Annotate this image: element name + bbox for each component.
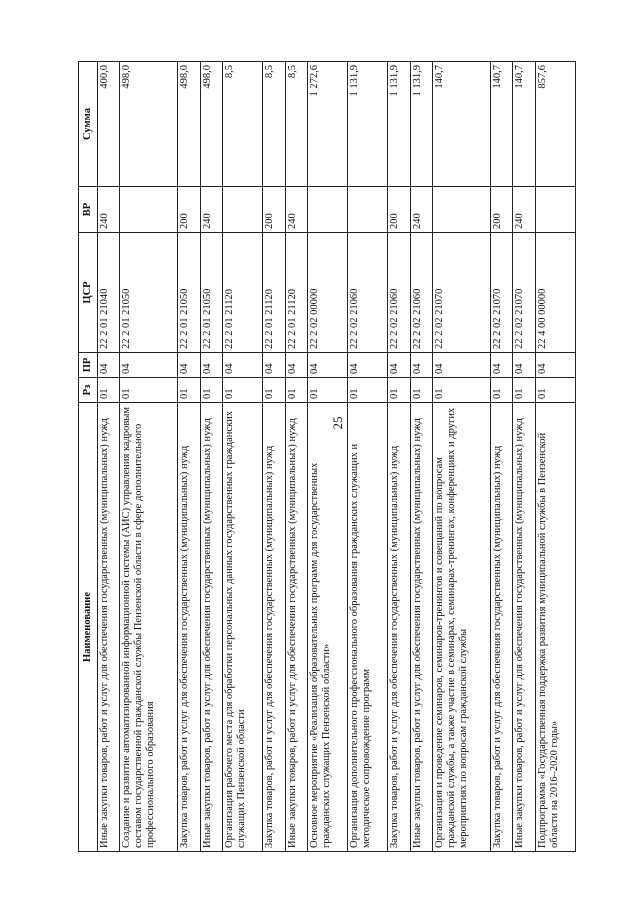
cell-csr: 22 2 02 21070 (513, 233, 535, 353)
table-row (388, 62, 410, 852)
cell-csr: 22 4 00 00000 (535, 233, 575, 353)
cell-vr: 240 (200, 187, 222, 233)
table-body (98, 62, 576, 852)
table-row (223, 62, 263, 852)
cell-csr: 22 2 02 21060 (388, 233, 410, 353)
cell-csr: 22 2 01 21120 (223, 233, 263, 353)
table-row (98, 62, 120, 852)
table-row (263, 62, 285, 852)
table-row (307, 62, 347, 852)
table-row (491, 62, 513, 852)
cell-name: Организация рабочего места для обработки персональных данных государственных гражданских служащих Пензенской области (223, 403, 263, 852)
table-row (348, 62, 388, 852)
table-row (433, 62, 491, 852)
cell-vr (120, 187, 178, 233)
cell-name: Подпрограмма «Государственная поддержка развития муниципальной службы в Пензенской области на 2016–2020 годы» (535, 403, 575, 852)
cell-vr (433, 187, 491, 233)
cell-rz: 01 (263, 378, 285, 403)
table-row (178, 62, 200, 852)
cell-csr: 22 2 01 21050 (178, 233, 200, 353)
cell-rz: 01 (223, 378, 263, 403)
cell-vr: 200 (388, 187, 410, 233)
cell-sum: 1 131,9 (410, 62, 432, 187)
cell-rz: 01 (491, 378, 513, 403)
cell-sum: 1 131,9 (388, 62, 410, 187)
cell-csr: 22 2 01 21120 (285, 233, 307, 353)
cell-name: Иные закупки товаров, работ и услуг для обеспечения государственных (муниципальных) нужд (410, 403, 432, 852)
cell-name: Иные закупки товаров, работ и услуг для обеспечения государственных (муниципальных) нужд (98, 403, 120, 852)
cell-rz: 01 (98, 378, 120, 403)
cell-vr: 200 (491, 187, 513, 233)
cell-name: Иные закупки товаров, работ и услуг для обеспечения государственных (муниципальных) нужд (285, 403, 307, 852)
cell-pr: 04 (433, 353, 491, 378)
cell-pr: 04 (200, 353, 222, 378)
cell-sum: 498,0 (178, 62, 200, 187)
cell-rz: 01 (285, 378, 307, 403)
cell-vr: 200 (178, 187, 200, 233)
cell-pr: 04 (285, 353, 307, 378)
table-row (513, 62, 535, 852)
table-row (410, 62, 432, 852)
budget-table-container (78, 62, 576, 852)
cell-pr: 04 (178, 353, 200, 378)
cell-sum: 140,7 (433, 62, 491, 187)
cell-csr: 22 2 02 21060 (348, 233, 388, 353)
cell-vr: 240 (98, 187, 120, 233)
cell-pr: 04 (120, 353, 178, 378)
header-sum: Сумма (79, 62, 98, 187)
header-pr: ПР (79, 353, 98, 378)
header-name: Наименование (79, 403, 98, 852)
cell-rz: 01 (200, 378, 222, 403)
cell-name: Закупка товаров, работ и услуг для обеспечения государственных (муниципальных) нужд (491, 403, 513, 852)
cell-sum: 140,7 (491, 62, 513, 187)
cell-pr: 04 (263, 353, 285, 378)
cell-sum: 8,5 (223, 62, 263, 187)
cell-pr: 04 (307, 353, 347, 378)
cell-rz: 01 (388, 378, 410, 403)
table-row (285, 62, 307, 852)
table-header (79, 62, 98, 852)
cell-pr: 04 (388, 353, 410, 378)
cell-rz: 01 (410, 378, 432, 403)
table-row (200, 62, 222, 852)
budget-table (78, 61, 576, 852)
cell-vr: 200 (263, 187, 285, 233)
cell-csr: 22 2 01 21120 (263, 233, 285, 353)
header-vr: ВР (79, 187, 98, 233)
cell-sum: 498,0 (200, 62, 222, 187)
cell-name: Создание и развитие автоматизированной информационной системы (АИС) управления кадровым составом государственной гражданской службы Пензенской области в сфере дополнительного профессионального образования (120, 403, 178, 852)
cell-pr: 04 (491, 353, 513, 378)
cell-sum: 8,5 (285, 62, 307, 187)
cell-pr: 04 (348, 353, 388, 378)
cell-name: Иные закупки товаров, работ и услуг для обеспечения государственных (муниципальных) нужд (513, 403, 535, 852)
cell-vr: 240 (513, 187, 535, 233)
cell-sum: 857,6 (535, 62, 575, 187)
cell-rz: 01 (307, 378, 347, 403)
cell-csr: 22 2 02 21070 (433, 233, 491, 353)
cell-name: Закупка товаров, работ и услуг для обеспечения государственных (муниципальных) нужд (388, 403, 410, 852)
page-number: 25 (330, 416, 345, 430)
cell-sum: 498,0 (120, 62, 178, 187)
cell-name: Закупка товаров, работ и услуг для обеспечения государственных (муниципальных) нужд (178, 403, 200, 852)
cell-name: Иные закупки товаров, работ и услуг для обеспечения государственных (муниципальных) нужд (200, 403, 222, 852)
cell-vr: 240 (285, 187, 307, 233)
cell-pr: 04 (410, 353, 432, 378)
cell-rz: 01 (348, 378, 388, 403)
cell-vr (223, 187, 263, 233)
cell-rz: 01 (535, 378, 575, 403)
header-rz: Рз (79, 378, 98, 403)
cell-vr (348, 187, 388, 233)
cell-csr: 22 2 01 21050 (120, 233, 178, 353)
cell-name: Основное мероприятие «Реализация образовательных программ для государственных гражданских служащих Пензенской области» (307, 403, 347, 852)
cell-vr (307, 187, 347, 233)
cell-pr: 04 (223, 353, 263, 378)
cell-csr: 22 2 02 21060 (410, 233, 432, 353)
cell-name: Организация и проведение семинаров, семинаров-тренингов и совещаний по вопросам гражданской службы, а также участие в семинарах, семинарах-тренингах, конференциях и других мероприятиях по вопросам гражданской службы (433, 403, 491, 852)
cell-csr: 22 2 01 21050 (200, 233, 222, 353)
cell-pr: 04 (513, 353, 535, 378)
cell-rz: 01 (178, 378, 200, 403)
cell-csr: 22 2 01 21040 (98, 233, 120, 353)
cell-rz: 01 (513, 378, 535, 403)
cell-vr (535, 187, 575, 233)
cell-vr: 240 (410, 187, 432, 233)
cell-sum: 400,0 (98, 62, 120, 187)
table-row (535, 62, 575, 852)
cell-name: Закупка товаров, работ и услуг для обеспечения государственных (муниципальных) нужд (263, 403, 285, 852)
cell-rz: 01 (433, 378, 491, 403)
cell-pr: 04 (98, 353, 120, 378)
header-row (79, 62, 98, 852)
cell-csr: 22 2 02 21070 (491, 233, 513, 353)
cell-name: Организация дополнительного профессионального образования гражданских служащих и методическое сопровождение программ (348, 403, 388, 852)
cell-sum: 1 131,9 (348, 62, 388, 187)
cell-sum: 140,7 (513, 62, 535, 187)
cell-sum: 8,5 (263, 62, 285, 187)
cell-pr: 04 (535, 353, 575, 378)
header-csr: ЦСР (79, 233, 98, 353)
table-row (120, 62, 178, 852)
cell-rz: 01 (120, 378, 178, 403)
cell-sum: 1 272,6 (307, 62, 347, 187)
cell-csr: 22 2 02 00000 (307, 233, 347, 353)
